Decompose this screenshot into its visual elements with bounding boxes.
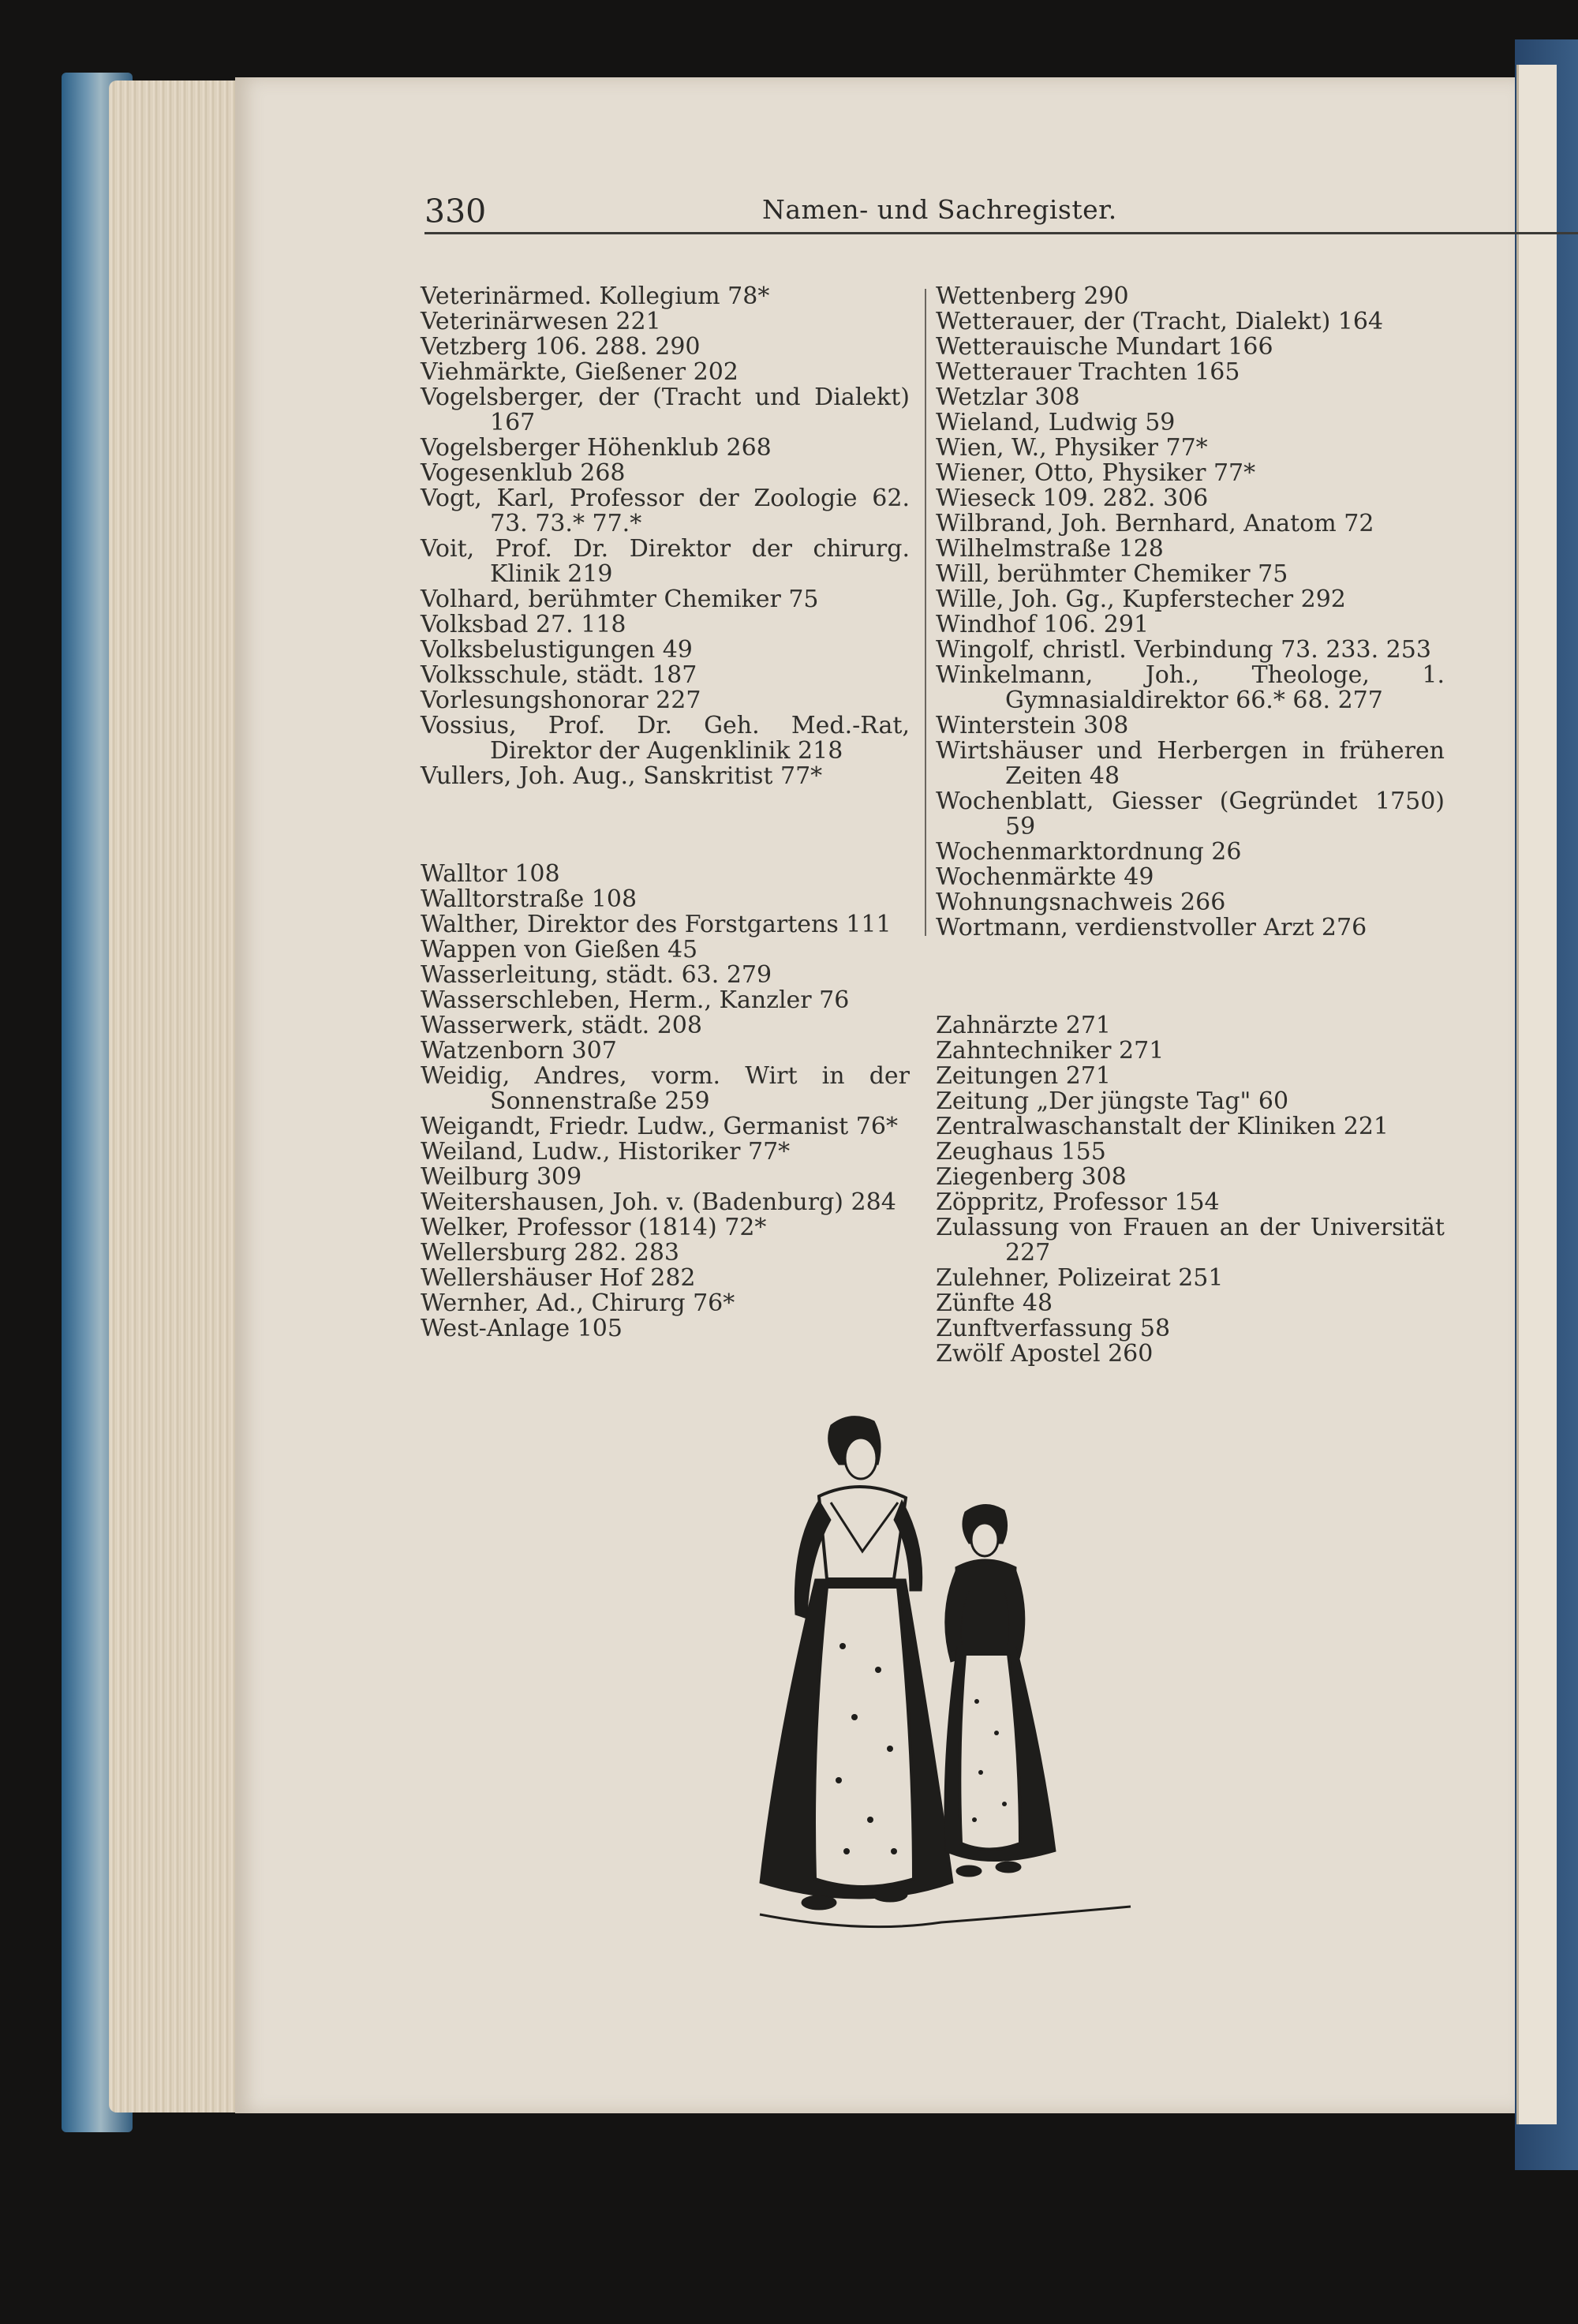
index-entry: Weidig, Andres, vorm. Wirt in der Sonnenstraße 259 <box>421 1062 910 1115</box>
index-entry: Zulassung von Frauen an der Universität 227 <box>936 1214 1445 1267</box>
index-entry: Will, berühmter Chemiker 75 <box>936 560 1288 588</box>
page-header <box>424 193 1578 232</box>
index-entry: Wirtshäuser und Herbergen in früheren Zeiten 48 <box>936 737 1445 790</box>
index-entry: Winkelmann, Joh., Theologe, 1. Gymnasialdirektor 66.* 68. 277 <box>936 661 1445 714</box>
index-entry: Weiland, Ludw., Historiker 77* <box>421 1138 791 1166</box>
index-entry: Wetzlar 308 <box>936 384 1080 411</box>
index-entry: Wien, W., Physiker 77* <box>936 434 1208 462</box>
index-entry: Walltorstraße 108 <box>421 885 638 913</box>
index-entry: Wochenblatt, Giesser (Gegründet 1750) 59 <box>936 788 1445 840</box>
index-entry: Wasserleitung, städt. 63. 279 <box>421 961 772 989</box>
index-entry: Weilburg 309 <box>421 1163 582 1191</box>
index-entry: Zahntechniker 271 <box>936 1037 1165 1065</box>
index-entry: Weigandt, Friedr. Ludw., Germanist 76* <box>421 1113 898 1140</box>
index-entry: Volksbad 27. 118 <box>421 611 626 638</box>
index-entry: Zeitungen 271 <box>936 1062 1111 1090</box>
index-entry: Wieland, Ludwig 59 <box>936 409 1176 436</box>
column-divider <box>925 289 926 936</box>
index-entry: Welker, Professor (1814) 72* <box>421 1214 767 1241</box>
index-column-left <box>421 284 910 1342</box>
index-entry: Zöppritz, Professor 154 <box>936 1188 1220 1216</box>
index-entry: Veterinärwesen 221 <box>421 308 661 335</box>
index-entry: Vogesenklub 268 <box>421 459 626 487</box>
index-entry: Wetterauer, der (Tracht, Dialekt) 164 <box>936 308 1384 335</box>
index-entry: Winterstein 308 <box>936 712 1129 739</box>
running-title: Namen- und Sachregister. <box>762 194 1117 225</box>
index-entry: Vogelsberger, der (Tracht und Dialekt) 167 <box>421 384 910 436</box>
index-entry: Volksbelustigungen 49 <box>421 636 693 664</box>
index-entry: Zahnärzte 271 <box>936 1012 1112 1039</box>
index-entry: Wetterauer Trachten 165 <box>936 358 1240 386</box>
index-entry: West-Anlage 105 <box>421 1315 623 1342</box>
index-entry: Vogelsberger Höhenklub 268 <box>421 434 772 462</box>
index-entry: Zulehner, Polizeirat 251 <box>936 1264 1224 1292</box>
index-entry: Zentralwaschanstalt der Kliniken 221 <box>936 1113 1389 1140</box>
index-entry: Wasserwerk, städt. 208 <box>421 1012 702 1039</box>
index-entry: Wilbrand, Joh. Bernhard, Anatom 72 <box>936 510 1374 537</box>
index-entry: Viehmärkte, Gießener 202 <box>421 358 739 386</box>
index-entry: Wieseck 109. 282. 306 <box>936 485 1209 512</box>
index-entry: Volhard, berühmter Chemiker 75 <box>421 586 819 613</box>
traditional-costume-illustration <box>744 1409 1146 1946</box>
section-gap <box>936 964 1445 990</box>
two-women-in-traditional-costume-engraving-icon <box>760 1416 1131 1927</box>
page-edges <box>109 80 243 2113</box>
index-entry: Zeughaus 155 <box>936 1138 1106 1166</box>
index-entry: Wochenmarktordnung 26 <box>936 838 1242 866</box>
index-entry: Vullers, Joh. Aug., Sanskritist 77* <box>421 762 823 790</box>
index-column-right <box>936 284 1445 1367</box>
index-entry: Wingolf, christl. Verbindung 73. 233. 253 <box>936 636 1431 664</box>
book-page <box>235 77 1515 2113</box>
index-entry: Wettenberg 290 <box>936 283 1129 310</box>
section-gap <box>421 813 910 838</box>
index-entry: Windhof 106. 291 <box>936 611 1150 638</box>
page-number: 330 <box>424 193 487 230</box>
index-entry: Vorlesungshonorar 227 <box>421 687 701 714</box>
index-entry: Wilhelmstraße 128 <box>936 535 1164 563</box>
index-entry: Veterinärmed. Kollegium 78* <box>421 283 770 310</box>
index-entry: Wochenmärkte 49 <box>936 863 1154 891</box>
index-entry: Weitershausen, Joh. v. (Badenburg) 284 <box>421 1188 896 1216</box>
index-entry: Walther, Direktor des Forstgartens 111 <box>421 911 892 938</box>
index-entry: Vetzberg 106. 288. 290 <box>421 333 701 361</box>
index-entry: Zwölf Apostel 260 <box>936 1340 1154 1368</box>
index-entry: Vogt, Karl, Professor der Zoologie 62. 73. 73.* 77.* <box>421 485 910 537</box>
index-entry: Volksschule, städt. 187 <box>421 661 697 689</box>
index-entry: Vossius, Prof. Dr. Geh. Med.-Rat, Direktor der Augenklinik 218 <box>421 712 910 765</box>
index-entry: Wellersburg 282. 283 <box>421 1239 680 1267</box>
index-entry: Wernher, Ad., Chirurg 76* <box>421 1289 735 1317</box>
index-entry: Wasserschleben, Herm., Kanzler 76 <box>421 986 850 1014</box>
index-entry: Wohnungsnachweis 266 <box>936 889 1226 916</box>
index-entry: Wappen von Gießen 45 <box>421 936 698 964</box>
index-entry: Wiener, Otto, Physiker 77* <box>936 459 1256 487</box>
index-entry: Wetterauische Mundart 166 <box>936 333 1273 361</box>
index-entry: Wellershäuser Hof 282 <box>421 1264 696 1292</box>
index-entry: Zunftverfassung 58 <box>936 1315 1171 1342</box>
index-entry: Wortmann, verdienstvoller Arzt 276 <box>936 914 1367 941</box>
index-entry: Zünfte 48 <box>936 1289 1053 1317</box>
index-entry: Walltor 108 <box>421 860 560 888</box>
index-entry: Watzenborn 307 <box>421 1037 617 1065</box>
facing-page-edge <box>1516 65 1557 2124</box>
index-entry: Ziegenberg 308 <box>936 1163 1127 1191</box>
header-rule <box>424 232 1578 234</box>
index-entry: Wille, Joh. Gg., Kupferstecher 292 <box>936 586 1346 613</box>
index-entry: Voit, Prof. Dr. Direktor der chirurg. Klinik 219 <box>421 535 910 588</box>
index-entry: Zeitung „Der jüngste Tag" 60 <box>936 1087 1289 1115</box>
